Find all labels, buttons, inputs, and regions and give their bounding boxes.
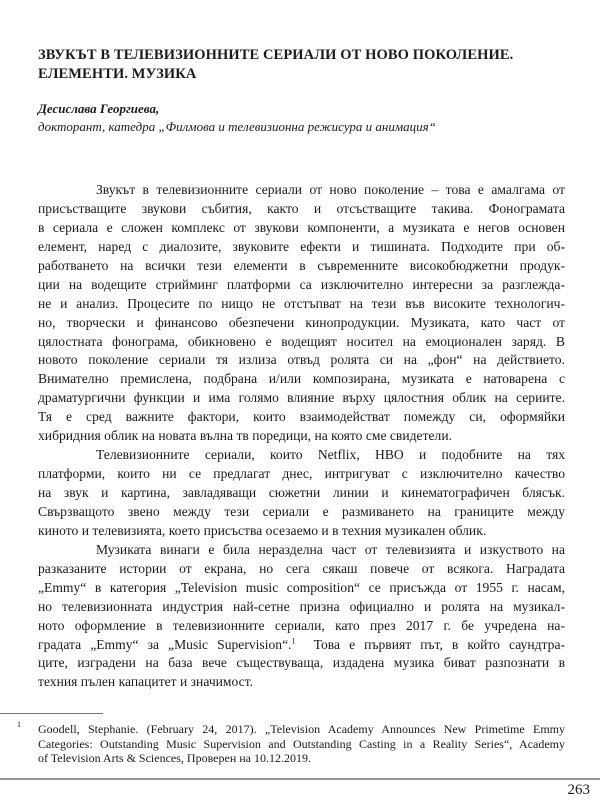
- paragraph-3: [38, 541, 565, 693]
- article-title: [38, 46, 568, 84]
- text-line: ции на водещите стрийминг платформи са изключително интересни за разглежда-: [38, 276, 565, 292]
- footnote-mark: 1: [17, 720, 21, 729]
- author-name: Десислава Георгиева,: [38, 101, 160, 116]
- text-line: хибридния облик на новата вълна тв поредици, на която сме свидетели.: [38, 428, 453, 444]
- text-segment: Това е първият път, в който саундтра-: [313, 636, 566, 652]
- text-line: платформи, които ни се предлагат днес, интригуват с изключително качество: [38, 466, 565, 482]
- footnote-divider: [0, 713, 103, 714]
- text-line: Свързващото звено между тези сериали е размиването на границите между: [38, 503, 565, 519]
- text-line: елемент, наред с диалозите, звуковите ефекти и тишината. Подходите при об-: [38, 238, 565, 254]
- author-affiliation: докторант, катедра „Филмова и телевизионна режисура и анимация“: [38, 119, 436, 134]
- title-line: ЗВУКЪТ В ТЕЛЕВИЗИОННИТЕ СЕРИАЛИ ОТ НОВО ПОКОЛЕНИЕ.: [38, 47, 514, 63]
- text-line: Музиката винаги е била неразделна част от телевизията и изкуството на: [96, 541, 565, 557]
- text-line: разказаните истории от екрана, но сега сякаш повече от всякога. Наградата: [38, 560, 565, 576]
- text-line: в сериала е сложен комплекс от звукови компоненти, а музиката е негов основен: [38, 219, 565, 235]
- paragraph-2: [38, 446, 565, 541]
- footnote-line: Categories: Outstanding Music Supervision and Outstanding Casting in a Reality Series“, Academy: [38, 736, 565, 751]
- page-bottom-rule: [0, 778, 600, 780]
- text-segment: градата „Emmy“ за „Music Supervision“.: [38, 636, 292, 652]
- text-line: ното оформление в телевизионните сериали, като през 2017 г. бе учредена на-: [38, 617, 565, 633]
- text-line-with-footnote: [38, 636, 565, 655]
- footnote-line: Goodell, Stephanie. (February 24, 2017). „Television Academy Announces New Primetime Emmy: [38, 722, 565, 736]
- text-line: „Emmy“ в категория „Television music composition“ се присъжда от 1955 г. насам,: [38, 579, 565, 595]
- text-line: цялостната фонограма, обикновено е водещият носител на емоционален заряд. В: [38, 333, 565, 349]
- text-line: не и анализ. Процесите по нищо не отстъпват на тези във високите технологич-: [38, 295, 565, 311]
- text-line: техния пълен капацитет и значимост.: [38, 674, 254, 690]
- text-line: Звукът в телевизионните сериали от ново поколение – това е амалгама от: [96, 182, 565, 197]
- title-line: ЕЛЕМЕНТИ. МУЗИКА: [38, 66, 197, 82]
- text-line: присъстващите звукови събития, както и отсъстващите такива. Фонограмата: [38, 200, 565, 216]
- text-line: ците, изградени на база вече съществуваща, издадена музика биват разпознати в: [38, 655, 565, 671]
- text-line: но телевизионната индустрия най-сетне призна официално и ролята на музикал-: [38, 598, 565, 614]
- text-line: Внимателно премислена, подбрана и/или композирана, музиката е натоварена с: [38, 371, 565, 387]
- text-line: драматургични функции и има голямо влияние върху цялостния облик на сериите.: [38, 390, 565, 406]
- footnote-reference[interactable]: 1: [291, 635, 296, 645]
- text-line: на звук и картина, завладяващи сюжетни линии и кинематографичен блясък.: [38, 485, 565, 500]
- text-line: Телевизионните сериали, които Netflix, HBO и подобните на тях: [96, 447, 565, 463]
- article-body: [38, 181, 565, 692]
- text-line: новото поколение сериали тя излиза отвъд ролята си на „фон“ на действието.: [38, 352, 565, 368]
- text-line: работването на всички тези елементи в съвременните високобюджетни продук-: [38, 257, 565, 273]
- page-number: 263: [567, 782, 590, 798]
- text-line: но, творчески и финансово обезпечени кинопродукции. Музиката, като част от: [38, 314, 565, 330]
- paragraph-1: [38, 181, 565, 446]
- text-line: киното и телевизията, което присъства осезаемо и в техния музикален облик.: [38, 522, 487, 538]
- footnote-line: of Television Arts & Sciences, Проверен на 10.12.2019.: [38, 751, 311, 765]
- text-line: Тя е сред важните фактори, които взаимодействат помежду си, оформяйки: [38, 409, 565, 425]
- footnote: [17, 720, 565, 766]
